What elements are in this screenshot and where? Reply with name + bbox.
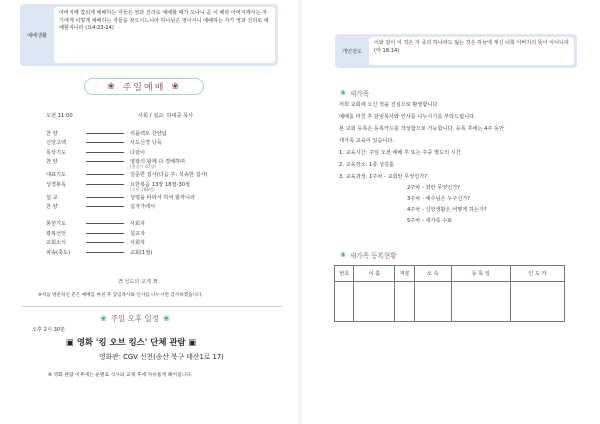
table-cell [354,282,395,322]
worship-life-label: 예배생활 [26,32,48,39]
order-row [46,239,266,248]
afternoon-title-banner [96,313,174,324]
flower-icon: ❀ [162,314,170,323]
table-cell [414,282,451,322]
order-value: 사회자 [130,221,146,228]
order-leader-line [86,149,124,153]
order-label: 봉헌기도 [46,221,67,228]
divider [22,306,282,307]
worship-life-text: 아버지께 참되게 예배하는 자들은 영과 진리로 예배할 때가 오나니 곧 이 때라 아버지께서는 자기에게 이렇게 예배하는 자들을 찾으시느니라 하나님은 영이시니 예배하는 자가 영과 진리로 예배할지니라 (요4:23-24) [54,7,275,63]
order-label: 교회소식 [46,240,67,247]
registration-section-title [334,250,397,260]
table-header-cell: 이 름 [354,266,395,282]
order-value: 다같이 [130,149,146,156]
newcomer-line: 2주차 - 죄란 무엇인가? [407,185,460,191]
fellowship-label: ♬ 성도의 교제 ♬ [118,279,158,285]
film-venue: 영화관: CGV 신천(송산 북구 태산1로 17) [99,353,224,361]
flower-icon: ❀ [107,81,117,92]
flower-icon: ❀ [100,314,107,323]
table-header-cell: 번호 [335,266,354,282]
order-value: 설교자 [130,230,146,237]
order-leader-line [86,171,124,175]
table-header-cell: 소 속 [414,266,451,282]
order-label: 성경봉독 [46,181,67,188]
order-leader-line [86,181,124,185]
film-note: ※ 영화 관람 이후에는 순별로 식사와 교제 후에 자유롭게 헤어집니다. [48,373,193,378]
newcomer-line: 저희 교회에 오신 것을 진심으로 환영합니다. [339,102,440,108]
order-row [46,194,266,203]
table-cell [335,282,354,322]
afternoon-title: 주일 오후 일정 [110,314,159,323]
order-label: 파송(축도) [46,249,71,256]
order-label: 찬 양 [46,159,58,166]
newcomer-line: 4주차 - 신앙생활은 어떻게 하는가? [407,207,487,213]
service-title-banner [84,78,204,95]
service-time: 오전 11:00 [46,113,73,119]
registration-title: 새가족 등록현황 [349,252,397,260]
order-leader-line [86,158,124,162]
personal-evangelism-label: 개인전도 [341,48,363,55]
order-row [46,181,266,194]
order-row [46,149,266,158]
table-cell [451,282,510,322]
order-row [46,212,266,220]
order-leader-line [86,220,124,224]
flower-icon: ❀ [340,89,346,97]
table-row [335,282,565,322]
order-row [46,220,266,229]
order-value: 사도신경 낭독 [130,140,162,147]
order-row [46,171,266,180]
newcomer-line: 새가족 교육이 있습니다. [339,138,395,144]
order-of-service [46,130,266,258]
order-row [46,203,266,212]
order-label: 목상기도 [46,149,67,156]
table-cell [510,282,564,322]
service-title: 주일예배 [122,83,166,93]
newcomer-section-title [334,88,369,98]
order-sub: (찬송가 67장) [130,164,157,170]
order-label: 찬 양 [46,203,58,210]
order-leader-line [86,139,124,143]
order-value: 십자가에서 [130,203,156,210]
service-leader: 사회 / 설교: 하대중 목사 [138,113,194,119]
order-label: 설 교 [46,194,58,201]
newcomer-line: 5주차 - 새가족 수료 [407,218,453,224]
personal-evangelism-box [335,34,577,68]
order-leader-line [86,194,124,198]
worship-life-box [20,4,278,66]
order-value: 김준한 집사(다음 주: 석송한 집사) [130,172,208,179]
table-cell [395,282,414,322]
order-value: 요한복음 13장 18절-30절 (신약 166면) [130,181,266,193]
order-label: 광복선언 [46,230,67,237]
flower-icon: ❀ [171,81,181,92]
order-value: 영광의 왕께 다 경배하며 (찬송가 67장) [130,158,266,170]
order-label: 대표기도 [46,172,67,179]
order-value: 사회자 [130,240,146,247]
newcomer-title: 새가족 [349,90,369,98]
order-value: 교회(1절) [130,249,153,256]
order-label: 신앙고백 [46,140,67,147]
order-sub: (신약 166면) [130,186,155,192]
order-leader-line [86,130,124,134]
film-event: ▣ 영화 '킹 오브 킹스' 단체 관람 ▣ [66,337,197,347]
newcomer-line: 1. 교육시간: 주일 오전 예배 후 또는 주중 별도의 시간 [339,150,461,156]
order-row [46,249,266,258]
personal-evangelism-text: 이와 같이 이 작은 자 중의 하나라도 잃는 것은 하늘에 계신 너희 아버지의 뜻이 아니니라 (마 18:14) [369,37,574,65]
order-row [46,158,266,171]
table-header-cell: 등 록 일 [451,266,510,282]
table-header-cell: 직분 [395,266,414,282]
order-leader-line [86,203,124,207]
order-leader-line [86,230,124,234]
newcomer-line: 3. 교육과정: 1주차 - 교회란 무엇인가? [339,174,428,180]
order-row [46,139,266,148]
order-label: 찬 양 [46,131,58,137]
visitor-note: ※처음 방문하신 분은 예배를 마친 후 담임목사와 인사를 나누시면 감사하겠습니다. [38,293,203,298]
afternoon-time: 오후 2시 30분 [32,327,66,333]
order-row [46,130,266,139]
order-value: 리플렉토 찬양팀 [130,131,167,137]
registration-table [334,265,565,322]
table-header-cell: 인 도 자 [510,266,564,282]
newcomer-line: 예배를 마친 후 담임목사와 인사를 나누시기를 부탁드립니다. [339,114,476,120]
order-row [46,230,266,239]
order-leader-line [86,249,124,253]
newcomer-line: 2. 교육장소: 1층 성김홀 [339,162,395,168]
order-value: 성령을 따라서 하여 할까니라 [130,194,196,201]
flower-icon: ❀ [340,251,346,259]
newcomer-line: 3주차 - 예수님은 누구신가? [407,196,470,202]
order-leader-line [86,239,124,243]
newcomer-line: 본 교회 등록은 등록카드를 작성함으로 가능합니다. 등록 후에는 4주 동안 [339,126,505,132]
table-header-row [335,266,565,282]
